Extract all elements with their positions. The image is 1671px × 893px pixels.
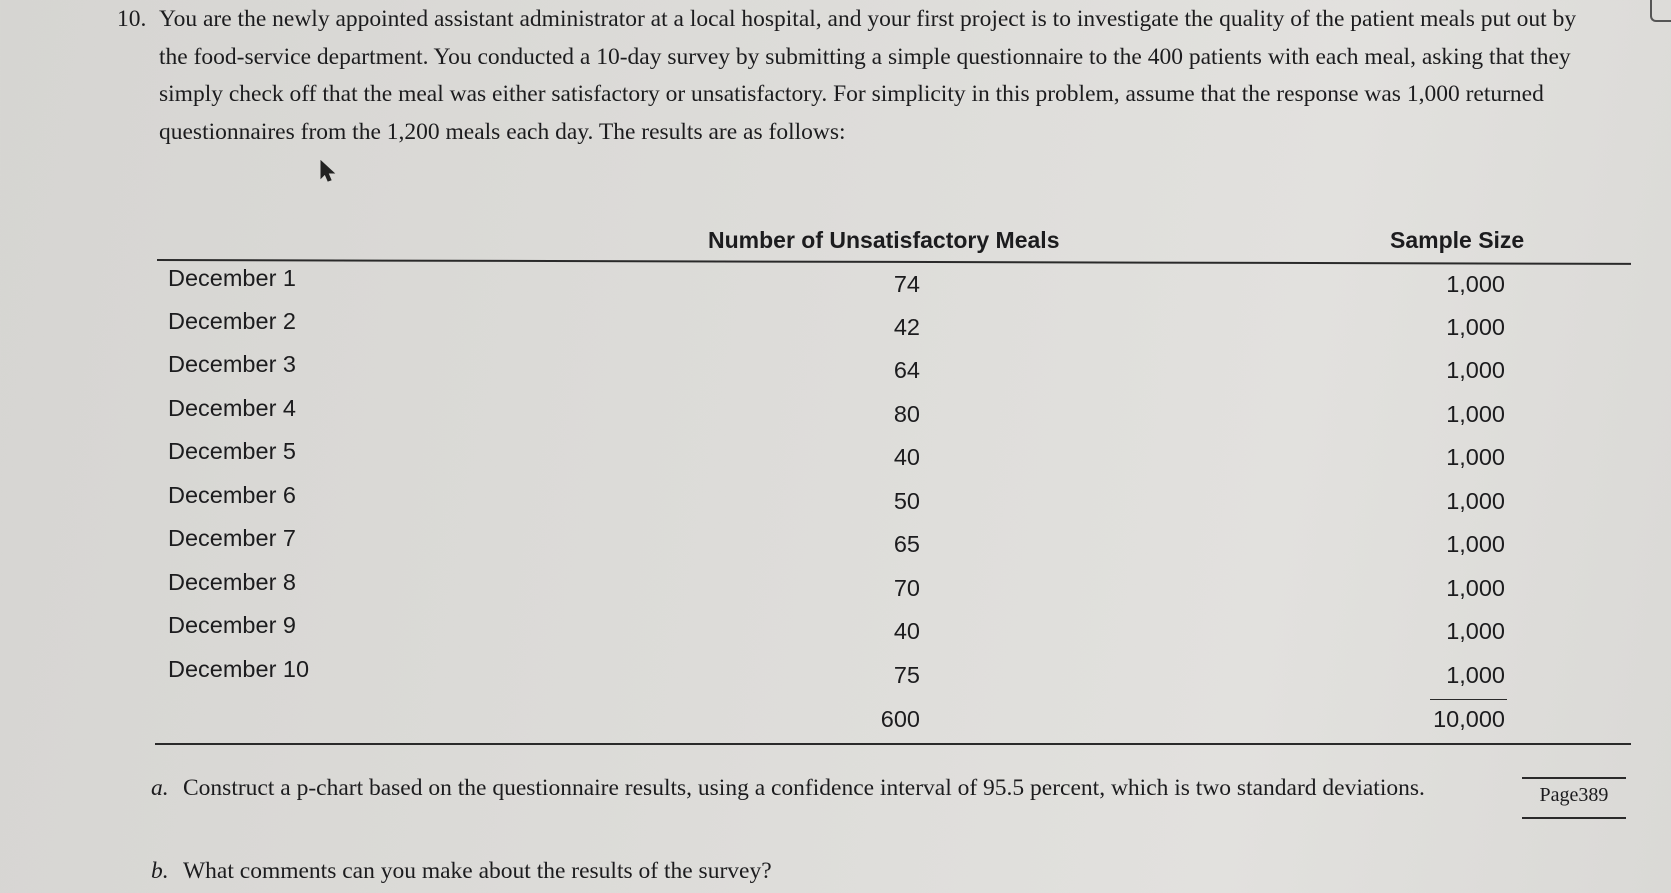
row-unsatisfactory: 40: [893, 618, 920, 644]
row-date: December 1: [168, 265, 296, 291]
problem-statement: You are the newly appointed assistant administrator at a local hospital, and your first project is to investigate the quality of the patient meals put out by the food-service department. You conducted a 10-day survey by submitting a simple questionnaire to the 400 patients with each meal, asking that they simply check off that the meal was either satisfactory or unsatisfactory. For simplicity in this problem, assume that the response was 1,000 returned questionnaires from the 1,200 meals each day. The results are as follows:: [159, 6, 1577, 145]
row-date: December 9: [168, 612, 296, 638]
row-sample-size: 1,000: [1446, 531, 1505, 557]
page-marker: [1522, 777, 1626, 818]
row-unsatisfactory: 65: [893, 531, 920, 557]
question-b-text: What comments can you make about the results of the survey?: [183, 858, 772, 884]
row-sample-size: 1,000: [1446, 271, 1505, 297]
total-unsatisfactory: 600: [880, 706, 920, 732]
row-date: December 4: [168, 395, 296, 421]
row-unsatisfactory: 80: [893, 401, 920, 427]
question-a-label: a.: [151, 775, 169, 801]
row-sample-size: 1,000: [1446, 444, 1505, 470]
page-marker-bottom-rule: [1522, 817, 1626, 819]
row-sample-size: 1,000: [1446, 401, 1505, 427]
page-edge-mark: [1650, 0, 1671, 22]
row-unsatisfactory: 70: [893, 575, 920, 601]
row-unsatisfactory: 50: [893, 488, 920, 514]
row-unsatisfactory: 40: [893, 444, 920, 470]
mouse-pointer-icon: [320, 160, 336, 184]
row-sample-size: 1,000: [1446, 575, 1505, 601]
question-a-text: Construct a p-chart based on the questionnaire results, using a confidence interval of 95.5 percent, which is two standard deviations.: [183, 775, 1425, 801]
row-date: December 7: [168, 525, 296, 551]
row-date: December 8: [168, 569, 296, 595]
row-date: December 5: [168, 438, 296, 464]
column-header-unsatisfactory: Number of Unsatisfactory Meals: [708, 227, 1060, 253]
row-unsatisfactory: 64: [893, 357, 920, 383]
page-marker-top-rule: [1522, 777, 1626, 779]
sum-rule: [1430, 699, 1507, 700]
row-date: December 3: [168, 351, 296, 377]
row-sample-size: 1,000: [1446, 662, 1505, 688]
row-sample-size: 1,000: [1446, 357, 1505, 383]
table-top-rule: [157, 259, 1631, 264]
page-number: Page389: [1539, 784, 1609, 806]
row-sample-size: 1,000: [1446, 314, 1505, 340]
total-sample-size: 10,000: [1433, 706, 1505, 732]
row-date: December 10: [168, 656, 310, 682]
row-sample-size: 1,000: [1446, 618, 1505, 644]
problem-number: 10.: [117, 6, 147, 32]
row-date: December 6: [168, 482, 296, 508]
table-bottom-rule: [155, 743, 1631, 745]
column-header-sample-size: Sample Size: [1390, 227, 1525, 253]
row-unsatisfactory: 75: [893, 662, 920, 688]
row-date: December 2: [168, 308, 296, 334]
row-unsatisfactory: 42: [893, 314, 920, 340]
row-sample-size: 1,000: [1446, 488, 1505, 514]
row-unsatisfactory: 74: [893, 271, 920, 297]
question-b-label: b.: [151, 858, 169, 884]
